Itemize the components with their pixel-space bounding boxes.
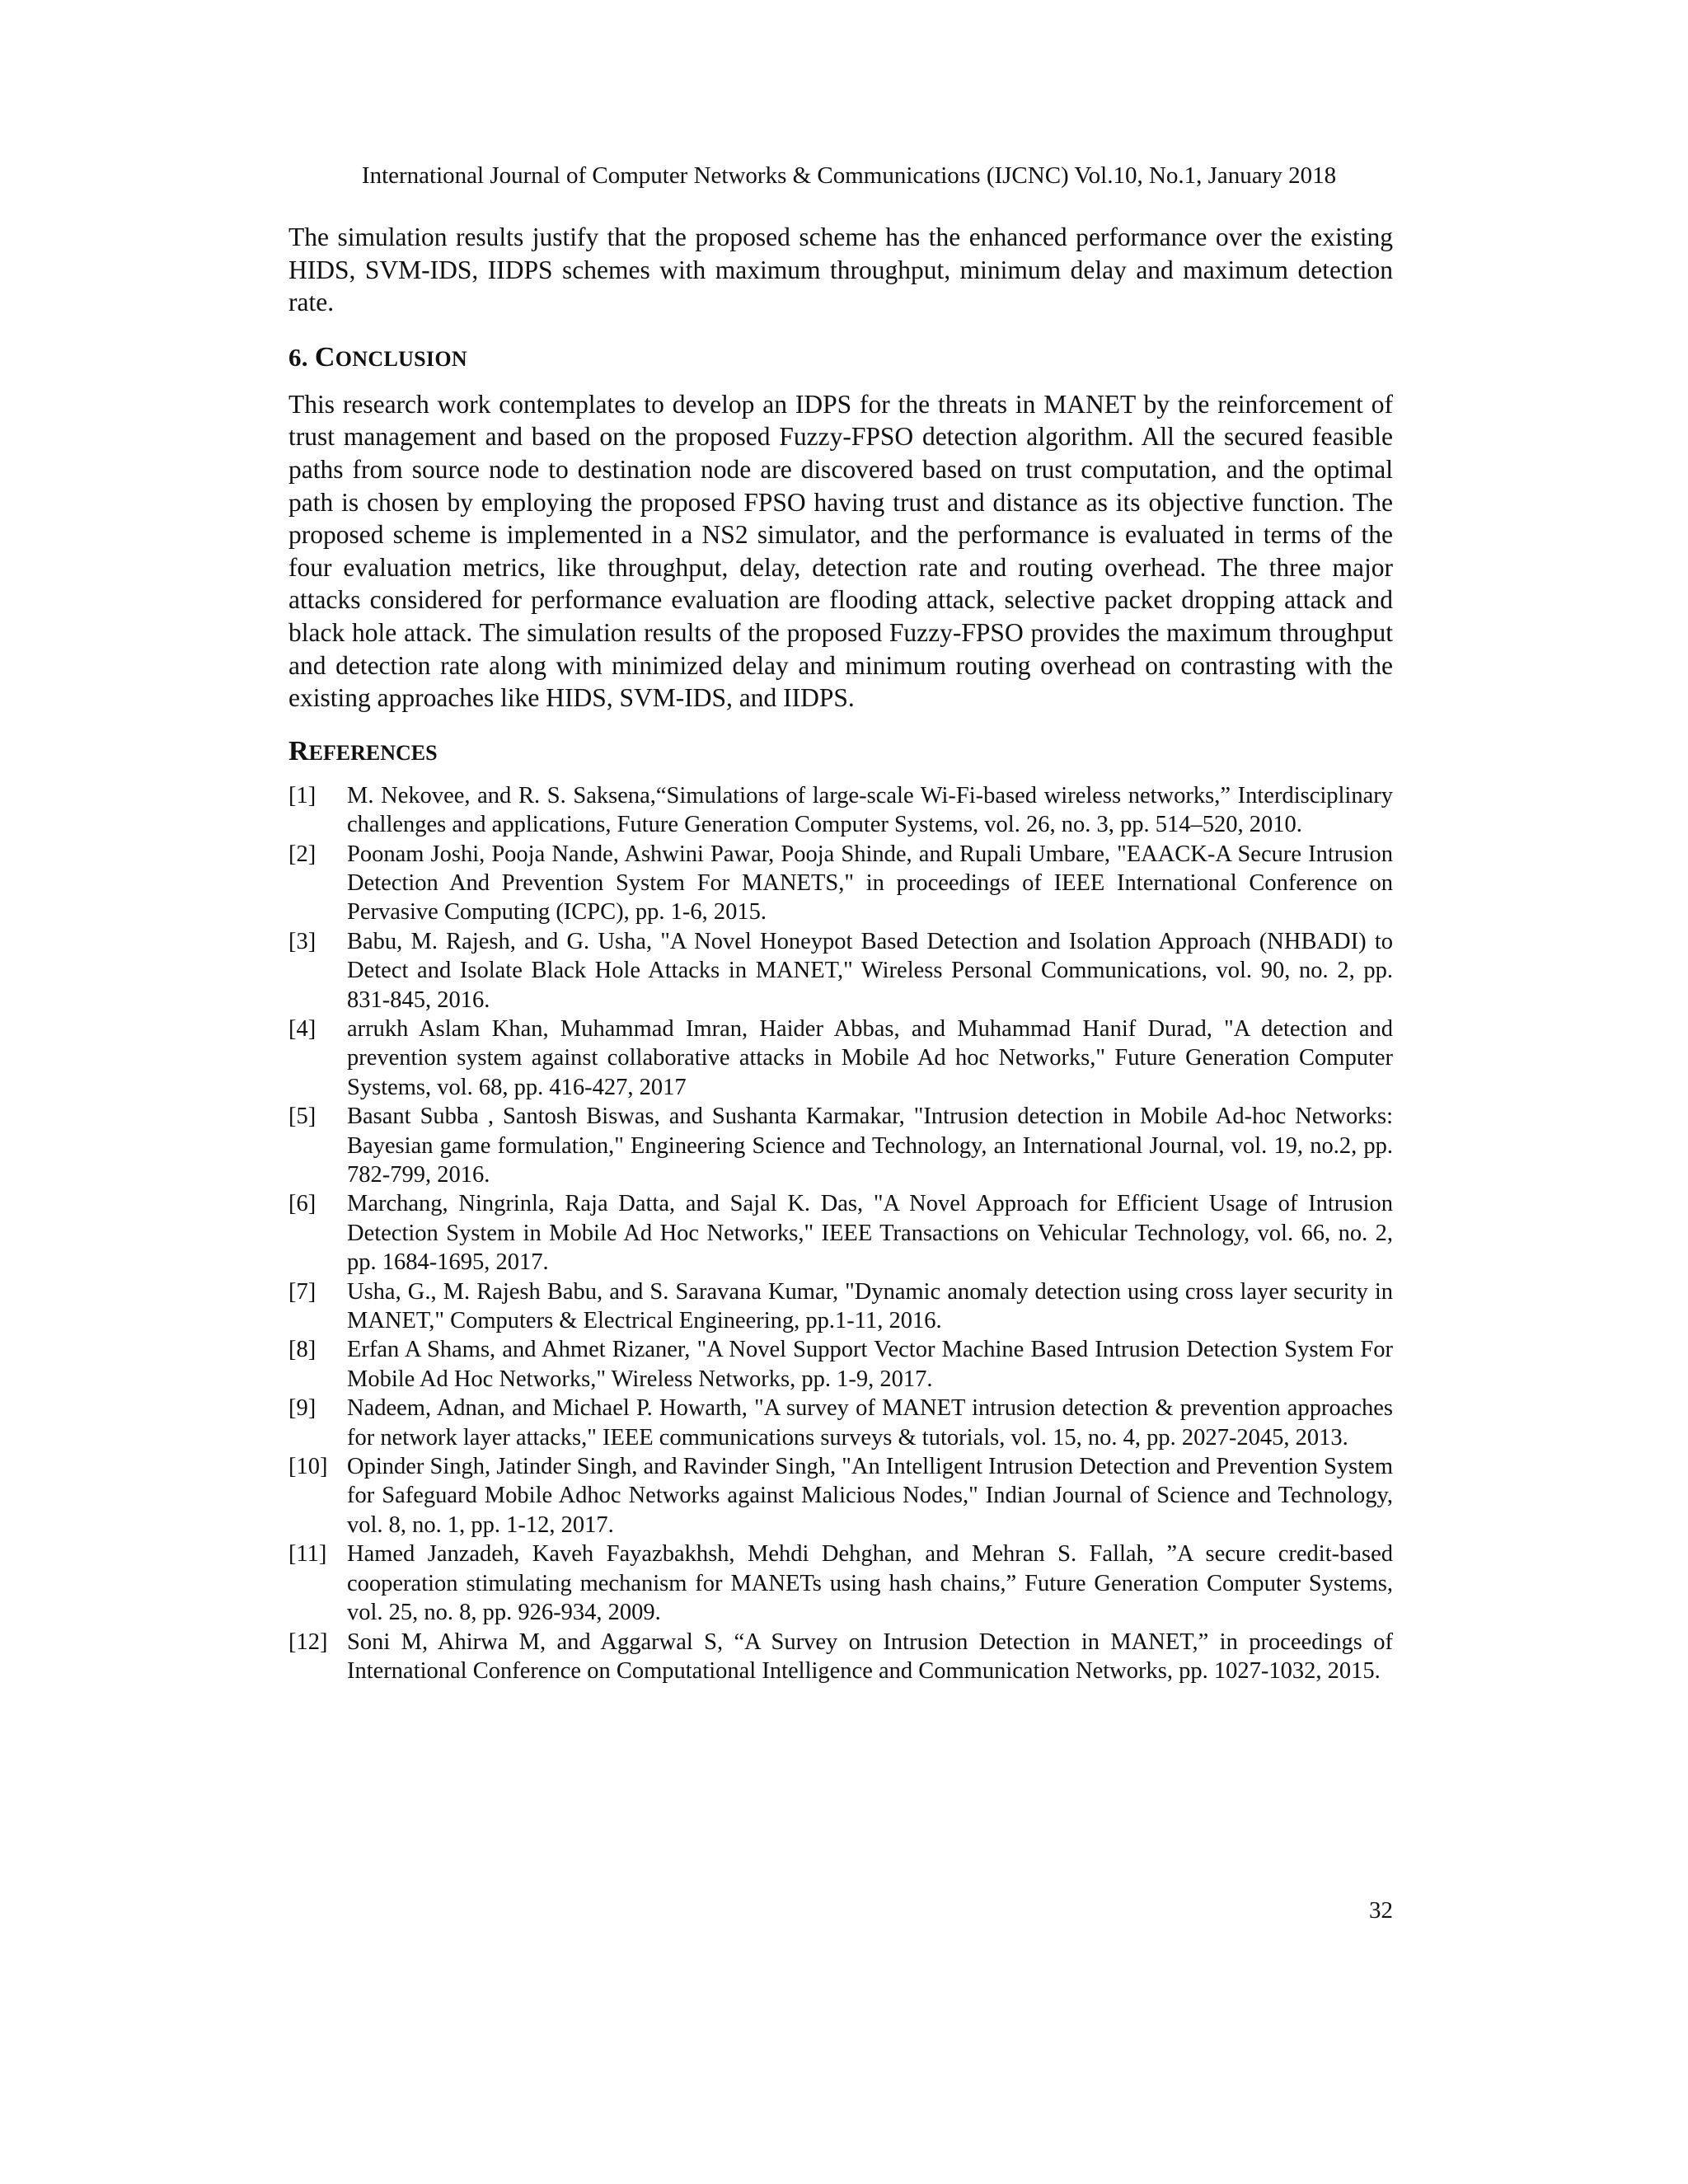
reference-number: [10] [288,1454,328,1480]
reference-item [288,1335,1393,1394]
reference-text: Usha, G., M. Rajesh Babu, and S. Saravana Kumar, "Dynamic anomaly detection using cross layer security in MANET," Computers & Electrical Engineering, pp.1-11, 2016. [347,1278,1393,1334]
running-header: International Journal of Computer Networks & Communications (IJCNC) Vol.10, No.1, January 2018 [361,162,1337,189]
reference-text: Opinder Singh, Jatinder Singh, and Ravinder Singh, "An Intelligent Intrusion Detection and Prevention System for Safeguard Mobile Adhoc Networks against Malicious Nodes," Indian Journal of Science and Technology, vol. 8, no. 1, pp. 1-12, 2017. [347,1454,1393,1538]
reference-text: Marchang, Ningrinla, Raja Datta, and Sajal K. Das, "A Novel Approach for Efficient Usage of Intrusion Detection System in Mobile Ad Hoc Networks," IEEE Transactions on Vehicular Technology, vol. 66, no. 2, pp. 1684-1695, 2017. [347,1191,1393,1276]
conclusion-heading [288,341,1393,376]
reference-text: Hamed Janzadeh, Kaveh Fayazbakhsh, Mehdi Dehghan, and Mehran S. Fallah, ”A secure credit-based cooperation stimulating mechanism for MANETs using hash chains,” Future Generation Computer Systems, vol. 25, no. 8, pp. 926-934, 2009. [347,1541,1393,1626]
reference-item [288,1189,1393,1277]
reference-text: Nadeem, Adnan, and Michael P. Howarth, "A survey of MANET intrusion detection & prevention approaches for network layer attacks," IEEE communications surveys & tutorials, vol. 15, no. 4, pp. 2027-2045, 2013. [347,1395,1393,1451]
reference-number: [11] [288,1541,327,1568]
conclusion-paragraph: This research work contemplates to develop an IDPS for the threats in MANET by the reinforcement of trust management and based on the proposed Fuzzy-FPSO detection algorithm. All the secured feasible paths from source node to destination node are discovered based on trust computation, and the optimal path is chosen by employing the proposed FPSO having trust and distance as its objective function. The proposed scheme is implemented in a NS2 simulator, and the performance is evaluated in terms of the four evaluation metrics, like throughput, delay, detection rate and routing overhead. The three major attacks considered for performance evaluation are flooding attack, selective packet dropping attack and black hole attack. The simulation results of the proposed Fuzzy-FPSO provides the maximum throughput and detection rate along with minimized delay and minimum routing overhead on contrasting with the existing approaches like HIDS, SVM-IDS, and IIDPS. [288,389,1393,713]
reference-text: Babu, M. Rajesh, and G. Usha, "A Novel Honeypot Based Detection and Isolation Approach (NHBADI) to Detect and Isolate Black Hole Attacks in MANET," Wireless Personal Communications, vol. 90, no. 2, pp. 831-845, 2016. [347,928,1393,1013]
reference-item [288,1102,1393,1189]
page-body [288,221,1393,1685]
reference-number: [4] [288,1015,316,1042]
references-heading [288,735,1393,770]
reference-text: arrukh Aslam Khan, Muhammad Imran, Haider Abbas, and Muhammad Hanif Durad, "A detection and prevention system against collaborative attacks in Mobile Ad hoc Networks," Future Generation Computer Systems, vol. 68, pp. 416-427, 2017 [347,1015,1393,1100]
heading-rest: ONCLUSION [335,346,467,371]
reference-number: [6] [288,1191,316,1217]
reference-number: [9] [288,1395,316,1422]
reference-number: [7] [288,1278,316,1305]
reference-number: [8] [288,1337,316,1363]
reference-number: [2] [288,841,316,867]
reference-text: Soni M, Ahirwa M, and Aggarwal S, “A Survey on Intrusion Detection in MANET,” in proceedings of International Conference on Computational Intelligence and Communication Networks, pp. 1027-1032, 2015. [347,1629,1393,1684]
reference-text: M. Nekovee, and R. S. Saksena,“Simulations of large-scale Wi-Fi-based wireless networks,” Interdisciplinary challenges and applications, Future Generation Computer Systems, vol. 26, no. 3, pp. 514–520, 2010. [347,782,1393,838]
reference-item [288,1015,1393,1102]
reference-item [288,781,1393,840]
reference-item [288,927,1393,1015]
section-number: 6. [288,342,315,372]
reference-item [288,1452,1393,1540]
reference-number: [3] [288,928,316,954]
reference-item [288,1277,1393,1336]
page-number: 32 [1369,1897,1393,1924]
reference-text: Basant Subba , Santosh Biswas, and Sushanta Karmakar, "Intrusion detection in Mobile Ad-hoc Networks: Bayesian game formulation," Engineering Science and Technology, an International Journal, vol. 19, no.2, pp. 782-799, 2016. [347,1104,1393,1188]
heading-initial: C [314,341,335,373]
intro-paragraph: The simulation results justify that the proposed scheme has the enhanced performance over the existing HIDS, SVM-IDS, IIDPS schemes with maximum throughput, minimum delay and maximum detection rate. [288,223,1393,317]
reference-item [288,1628,1393,1686]
reference-item [288,1540,1393,1627]
reference-number: [5] [288,1104,316,1130]
reference-text: Poonam Joshi, Pooja Nande, Ashwini Pawar, Pooja Shinde, and Rupali Umbare, "EAACK-A Secure Intrusion Detection And Prevention System For MANETS," in proceedings of IEEE International Conference on Pervasive Computing (ICPC), pp. 1-6, 2015. [347,841,1393,926]
reference-text: Erfan A Shams, and Ahmet Rizaner, "A Novel Support Vector Machine Based Intrusion Detection System For Mobile Ad Hoc Networks," Wireless Networks, pp. 1-9, 2017. [347,1337,1393,1392]
reference-number: [1] [288,782,316,808]
reference-number: [12] [288,1629,328,1655]
heading-rest: EFERENCES [308,740,438,765]
heading-initial: R [288,735,309,766]
reference-item [288,840,1393,927]
reference-item [288,1394,1393,1452]
reference-list [288,781,1393,1686]
